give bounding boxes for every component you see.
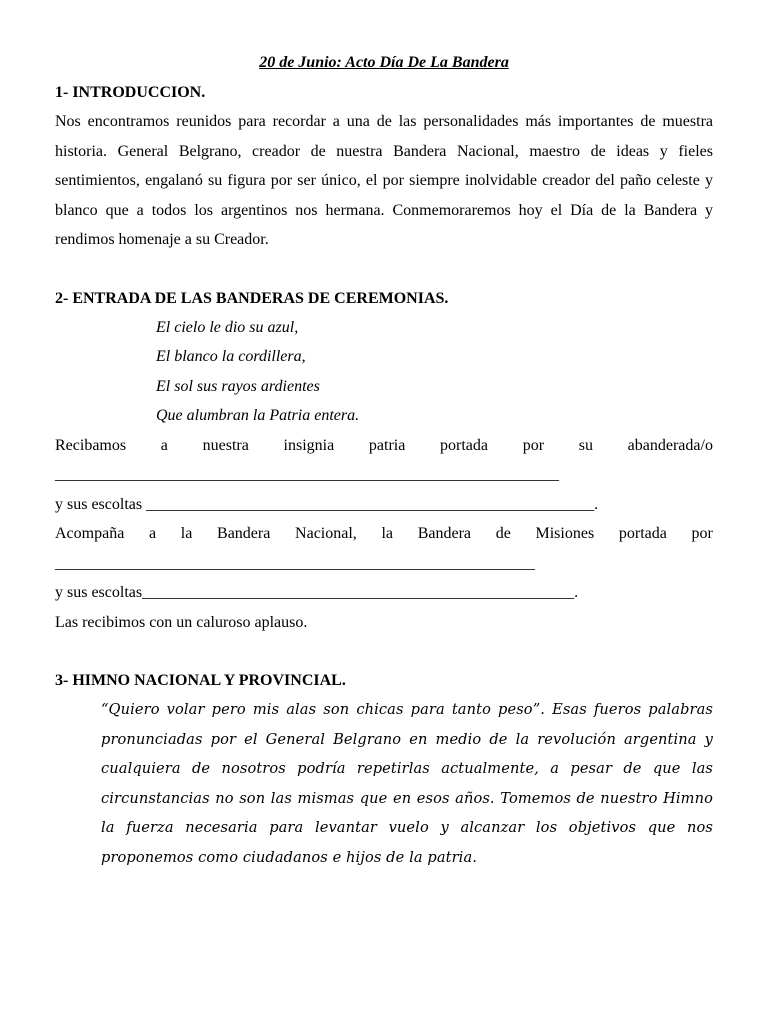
- word: por: [691, 525, 713, 542]
- escorts-line-2: y sus escoltas______________________________________________________.: [55, 584, 579, 601]
- word: patria: [368, 436, 406, 454]
- word: Recibamos: [55, 436, 127, 454]
- section-3-quote: “Quiero volar pero mis alas son chicas para tanto peso”. Esas fueros palabras pronunciadas por el General Belgrano en medio de la revolución argentina y cualquiera de nosotros podría repetirlas actualmente, a pesar de que las circunstancias no son las mismas que en esos años. Tomemos de nuestro Himno la fuerza necesaria para levantar vuelo y alcanzar los objetivos que nos proponemos como ciudadanos e hijos de la patria.: [101, 701, 713, 866]
- poem-line: Que alumbran la Patria entera.: [156, 407, 360, 424]
- poem-line: El sol sus rayos ardientes: [156, 377, 320, 395]
- accompany-flag-line: [55, 519, 713, 549]
- section-2-heading: 2- ENTRADA DE LAS BANDERAS DE CEREMONIAS.: [55, 289, 449, 307]
- word: nuestra: [202, 436, 249, 454]
- poem-line: El blanco la cordillera,: [156, 348, 306, 365]
- word: a: [149, 525, 157, 542]
- word: por: [522, 436, 545, 454]
- document-title: 20 de Junio: Acto Día De La Bandera: [259, 54, 509, 71]
- document-page: [55, 48, 713, 872]
- flag-bearer-blank: _______________________________________________________________: [55, 466, 559, 483]
- section-1-heading: 1- INTRODUCCION.: [55, 84, 206, 101]
- word: Acompaña: [55, 525, 125, 542]
- section-3-heading: 3- HIMNO NACIONAL Y PROVINCIAL.: [55, 672, 346, 689]
- word: a: [160, 436, 168, 454]
- word: Misiones: [535, 525, 595, 542]
- word: portada: [440, 436, 488, 454]
- word: Bandera: [217, 525, 271, 542]
- word: la: [381, 525, 394, 542]
- section-1-body: Nos encontramos reunidos para recordar a una de las personalidades más importantes de muestra historia. General Belgrano, creador de nuestra Bandera Nacional, maestro de ideas y fieles sentimientos, engalanó su figura por ser único, el por siempre inolvidable creador del paño celeste y blanco que a todos los argentinos nos hermana. Conmemoraremos hoy el Día de la Bandera y rendimos homenaje a su Creador.: [55, 113, 713, 248]
- word: Nacional,: [295, 525, 357, 542]
- escorts-line-1: y sus escoltas ________________________________________________________.: [55, 495, 599, 513]
- word: Bandera: [417, 525, 472, 542]
- word: abanderada/o: [627, 436, 713, 454]
- misiones-bearer-blank: ____________________________________________________________: [55, 554, 535, 572]
- word: portada: [618, 525, 667, 542]
- word: la: [180, 525, 193, 542]
- spacer: [55, 637, 713, 666]
- receive-flag-line: [55, 431, 713, 461]
- word: su: [578, 436, 593, 454]
- word: de: [495, 525, 511, 542]
- applause-line: Las recibimos con un caluroso aplauso.: [55, 613, 308, 631]
- word: insignia: [283, 436, 335, 454]
- poem-line: El cielo le dio su azul,: [156, 318, 299, 336]
- spacer: [55, 255, 713, 284]
- poem: [55, 313, 713, 431]
